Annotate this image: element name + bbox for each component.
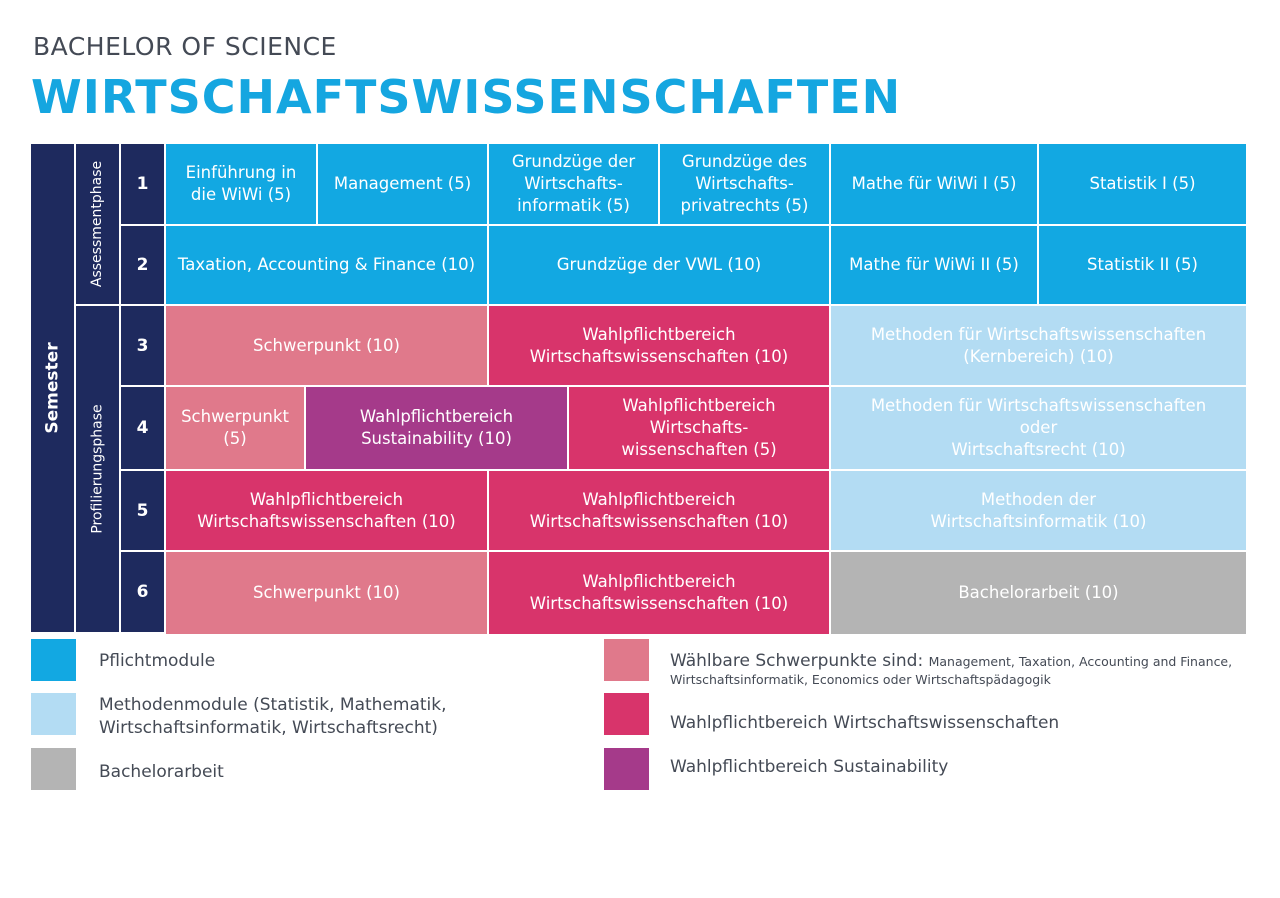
module-taxation-accounting-finance <box>166 226 489 306</box>
legend-label-pflicht: Pflichtmodule <box>99 651 216 671</box>
module-label: Wahlpflichtbereich Wirtschaftswissenschaften (10) <box>529 572 789 613</box>
semester-number <box>121 306 166 387</box>
module-label: Bachelorarbeit (10) <box>958 583 1119 602</box>
legend-swatch-wahlpflicht-sustainability <box>604 748 649 790</box>
module-label: Wahlpflichtbereich Wirtschaftswissenschaften (10) <box>529 489 789 531</box>
phase-profilierung <box>76 306 121 634</box>
module-schwerpunkt <box>166 552 489 634</box>
module-label: Mathe für WiWi I (5) <box>851 174 1017 193</box>
module-grundzuege-vwl <box>489 226 831 306</box>
module-wahlpflicht-wiwi <box>489 471 831 552</box>
module-label: Wahlpflichtbereich Wirtschaftswissenschaften (10) <box>197 489 456 531</box>
program-title: WIRTSCHAFTSWISSENSCHAFTEN <box>31 70 902 124</box>
module-label: Grundzüge der VWL (10) <box>556 255 762 274</box>
module-label: Grundzüge des Wirtschafts- privatrechts (5) <box>680 152 809 215</box>
module-label: Mathe für WiWi II (5) <box>849 255 1019 274</box>
module-grundzuege-wirtschaftsinformatik <box>489 144 660 226</box>
module-label: Wahlpflichtbereich Wirtschaftswissenschaften (10) <box>529 324 789 366</box>
legend-label-bachelor: Bachelorarbeit <box>99 762 224 782</box>
module-wahlpflicht-wiwi <box>166 471 489 552</box>
legend-swatch-wahlpflicht-wiwi <box>604 693 649 735</box>
module-methoden-kernbereich <box>831 306 1246 387</box>
semester-number-label: 1 <box>136 174 149 194</box>
module-methoden-oder-wirtschaftsrecht <box>831 387 1246 471</box>
semester-number <box>121 144 166 226</box>
module-management <box>318 144 489 226</box>
semester-axis-label: Semester <box>42 342 63 434</box>
degree-subtitle: BACHELOR OF SCIENCE <box>33 32 337 61</box>
curriculum-grid <box>31 144 1246 634</box>
semester-number-label: 5 <box>136 500 149 521</box>
semester-number <box>121 387 166 471</box>
semester-number-label: 4 <box>136 418 149 438</box>
module-label: Einführung in die WiWi (5) <box>185 163 297 204</box>
module-wahlpflicht-sustainability <box>306 387 569 471</box>
legend-label-wahlpflicht-sustainability: Wahlpflichtbereich Sustainability <box>670 757 949 777</box>
legend-label-schwerpunkt <box>670 650 1232 673</box>
module-mathe-2 <box>831 226 1039 306</box>
module-label: Management (5) <box>333 174 472 193</box>
semester-number-label: 2 <box>136 255 149 275</box>
legend-schwerpunkt-main: Wählbare Schwerpunkte sind: <box>670 651 929 671</box>
legend-swatch-bachelor <box>31 748 76 790</box>
semester-number <box>121 471 166 552</box>
semester-axis <box>31 144 76 634</box>
module-label: Schwerpunkt (5) <box>181 407 289 448</box>
module-mathe-1 <box>831 144 1039 226</box>
module-statistik-1 <box>1039 144 1246 226</box>
legend-label-wahlpflicht-wiwi: Wahlpflichtbereich Wirtschaftswissenschaften <box>670 713 1060 733</box>
module-label: Methoden für Wirtschaftswissenschaften oder Wirtschaftsrecht (10) <box>870 396 1207 459</box>
module-label: Wahlpflichtbereich Sustainability (10) <box>359 407 514 448</box>
module-label: Taxation, Accounting & Finance (10) <box>177 255 476 274</box>
legend-schwerpunkt-detail-1: Management, Taxation, Accounting and Finance, <box>928 654 1233 669</box>
module-grundzuege-privatrecht <box>660 144 831 226</box>
module-statistik-2 <box>1039 226 1246 306</box>
module-wahlpflicht-wiwi <box>489 306 831 387</box>
module-einfuehrung-wiwi <box>166 144 318 226</box>
module-bachelorarbeit <box>831 552 1246 634</box>
phase-assessment-label: Assessmentphase <box>89 160 106 288</box>
module-label: Methoden für Wirtschaftswissenschaften (Kernbereich) (10) <box>870 324 1207 366</box>
legend-swatch-schwerpunkt <box>604 639 649 681</box>
legend-label-methoden: Methodenmodule (Statistik, Mathematik, Wirtschaftsinformatik, Wirtschaftsrecht) <box>99 695 447 738</box>
phase-assessment <box>76 144 121 306</box>
phase-profilierung-label: Profilierungsphase <box>89 404 106 534</box>
legend-swatch-methoden <box>31 693 76 735</box>
module-label: Schwerpunkt (10) <box>253 335 400 355</box>
module-wahlpflicht-wiwi <box>569 387 831 471</box>
module-label: Statistik I (5) <box>1089 174 1196 193</box>
legend-schwerpunkt-detail-2: Wirtschaftsinformatik, Economics oder Wirtschaftspädagogik <box>670 672 1051 687</box>
module-label: Schwerpunkt (10) <box>253 583 400 602</box>
semester-number <box>121 552 166 634</box>
semester-number-label: 3 <box>136 335 149 356</box>
module-wahlpflicht-wiwi <box>489 552 831 634</box>
semester-number <box>121 226 166 306</box>
module-label: Wahlpflichtbereich Wirtschafts- wissenschaften (5) <box>621 396 777 459</box>
module-methoden-wirtschaftsinformatik <box>831 471 1246 552</box>
module-label: Methoden der Wirtschaftsinformatik (10) <box>930 489 1147 531</box>
legend-swatch-pflicht <box>31 639 76 681</box>
module-label: Grundzüge der Wirtschafts- informatik (5) <box>511 152 636 215</box>
module-label: Statistik II (5) <box>1087 255 1198 274</box>
module-schwerpunkt <box>166 306 489 387</box>
semester-number-label: 6 <box>136 582 149 602</box>
module-schwerpunkt <box>166 387 306 471</box>
